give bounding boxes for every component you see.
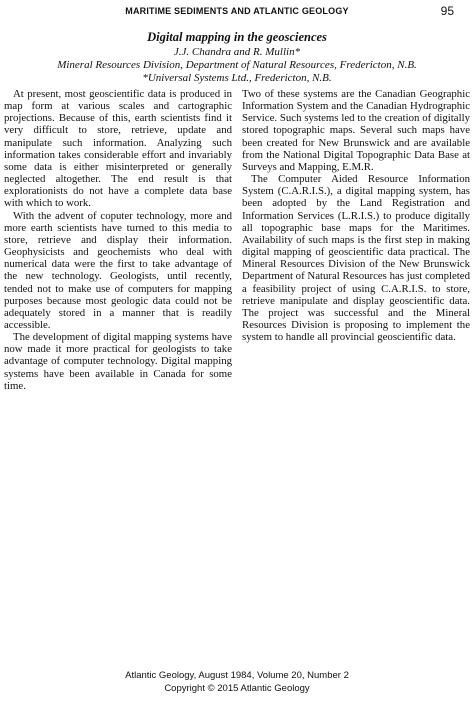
- article-authors: J.J. Chandra and R. Mullin*: [173, 46, 301, 58]
- body-paragraph: The development of digital mapping systems have now made it more practical for geologists to take advantage of computer technology. Digital mapping systems have been available in Canada for some time.: [4, 331, 232, 392]
- page-number: 95: [440, 4, 454, 18]
- body-paragraph: At present, most geoscientific data is produced in map form at various scales and cartographic projections. Because of this, earth scientists find it very difficult to store, retrieve, update and manipulate such information. Analyzing such information takes considerable effort and invariably some data is either misinterpreted or generally neglected altogether. The end result is that explorationists do not have a complete data base with which to work.: [4, 88, 232, 210]
- affiliation-secondary: *Universal Systems Ltd., Fredericton, N.B.: [142, 72, 332, 84]
- body-paragraph: Two of these systems are the Canadian Geographic Information System and the Canadian Hydrographic Service. Such systems led to the creation of digitally stored topographic maps. Several such maps have been created for New Brunswick and are available from the National Digital Topographic Data Base at Surveys and Mapping, E.M.R.: [242, 88, 470, 173]
- running-head: [0, 4, 474, 18]
- body-paragraph: The Computer Aided Resource Information System (C.A.R.I.S.), a digital mapping system, has been adopted by the Land Registration and Information Services (L.R.I.S.) to produce digitally all topographic base maps for the Maritimes. Availability of such maps is the first step in making digital mapping of geoscientific data practical. The Mineral Resources Division of the New Brunswick Department of Natural Resources has just completed a feasibility project of using C.A.R.I.S. to store, retrieve manipulate and display geoscientific data. The project was successful and the Mineral Resources Division is proposing to implement the system to handle all provincial geoscientific data.: [242, 173, 470, 344]
- affiliation-primary: Mineral Resources Division, Department of Natural Resources, Fredericton, N.B.: [57, 59, 417, 71]
- body-column-left: [4, 88, 232, 392]
- body-paragraph: With the advent of coputer technology, more and more earth scientists have turned to this media to store, retrieve and display their information. Geophysicists and geochemists who deal with numerical data were the first to take advantage of the new technology. Geologists, until recently, tended not to make use of computers for mapping purposes because most geologic data could not be adequately stored in a manner that is readily accessible.: [4, 209, 232, 331]
- footer-citation: Atlantic Geology, August 1984, Volume 20, Number 2: [125, 670, 349, 681]
- journal-title: MARITIME SEDIMENTS AND ATLANTIC GEOLOGY: [125, 6, 349, 16]
- body-column-right: [242, 88, 470, 343]
- footer-copyright: Copyright © 2015 Atlantic Geology: [164, 683, 310, 694]
- article-title: Digital mapping in the geosciences: [147, 30, 327, 44]
